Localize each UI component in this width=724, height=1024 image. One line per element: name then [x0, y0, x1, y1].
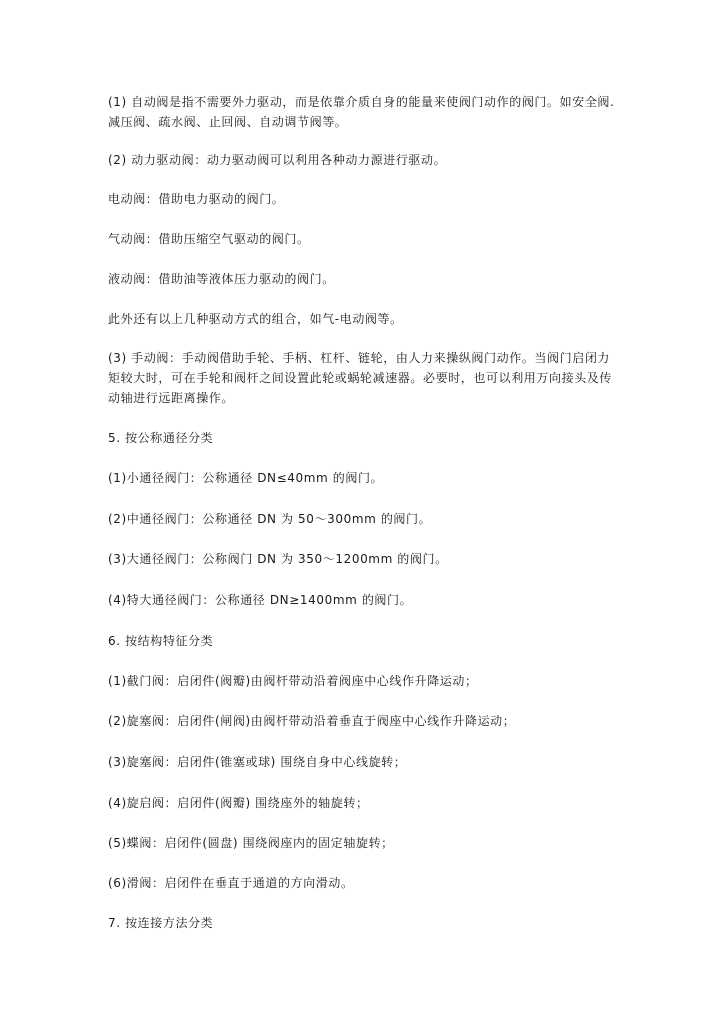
paragraph-structure-3: (3)旋塞阀：启闭件(锥塞或球) 围绕自身中心线旋转； [108, 755, 407, 769]
paragraph-structure-1: (1)截门阀：启闭件(阀瓣)由阀杆带动沿着阀座中心线作升降运动； [108, 674, 478, 688]
paragraph-large-diameter: (3)大通径阀门：公称阀门 DN 为 350～1200mm 的阀门。 [108, 552, 448, 566]
paragraph-extra-large-diameter: (4)特大通径阀门：公称通径 DN≥1400mm 的阀门。 [108, 593, 413, 607]
paragraph-structure-4: (4)旋启阀：启闭件(阀瓣) 围绕座外的轴旋转； [108, 796, 369, 810]
paragraph-power-driven-valve: (2) 动力驱动阀：动力驱动阀可以利用各种动力源进行驱动。 [108, 153, 447, 167]
section-heading-connection: 7. 按连接方法分类 [108, 916, 214, 930]
paragraph-combined-drive: 此外还有以上几种驱动方式的组合，如气-电动阀等。 [108, 312, 403, 326]
paragraph-pneumatic-valve: 气动阀：借助压缩空气驱动的阀门。 [108, 232, 310, 246]
paragraph-electric-valve: 电动阀：借助电力驱动的阀门。 [108, 192, 285, 206]
section-heading-structure: 6. 按结构特征分类 [108, 634, 214, 648]
section-heading-nominal-diameter: 5. 按公称通径分类 [108, 431, 214, 445]
paragraph-structure-5: (5)蝶阀：启闭件(圆盘) 围绕阀座内的固定轴旋转； [108, 836, 394, 850]
paragraph-medium-diameter: (2)中通径阀门：公称通径 DN 为 50～300mm 的阀门。 [108, 512, 432, 526]
paragraph-manual-valve: (3) 手动阀：手动阀借助手轮、手柄、杠杆、链轮，由人力来操纵阀门动作。当阀门启闭力矩较大时，可在手轮和阀杆之间设置此轮或蜗轮减速器。必要时，也可以利用万向接头及传动轴进行远距离操作。 [108, 351, 613, 405]
paragraph-structure-6: (6)滑阀：启闭件在垂直于通道的方向滑动。 [108, 876, 354, 890]
paragraph-hydraulic-valve: 液动阀：借助油等液体压力驱动的阀门。 [108, 272, 335, 286]
paragraph-small-diameter: (1)小通径阀门：公称通径 DN≤40mm 的阀门。 [108, 471, 384, 485]
paragraph-structure-2: (2)旋塞阀：启闭件(闸阀)由阀杆带动沿着垂直于阀座中心线作升降运动； [108, 714, 516, 728]
paragraph-automatic-valve: (1) 自动阀是指不需要外力驱动，而是依靠介质自身的能量来使阀门动作的阀门。如安全阀.减压阀、疏水阀、止回阀、自动调节阀等。 [108, 95, 615, 129]
